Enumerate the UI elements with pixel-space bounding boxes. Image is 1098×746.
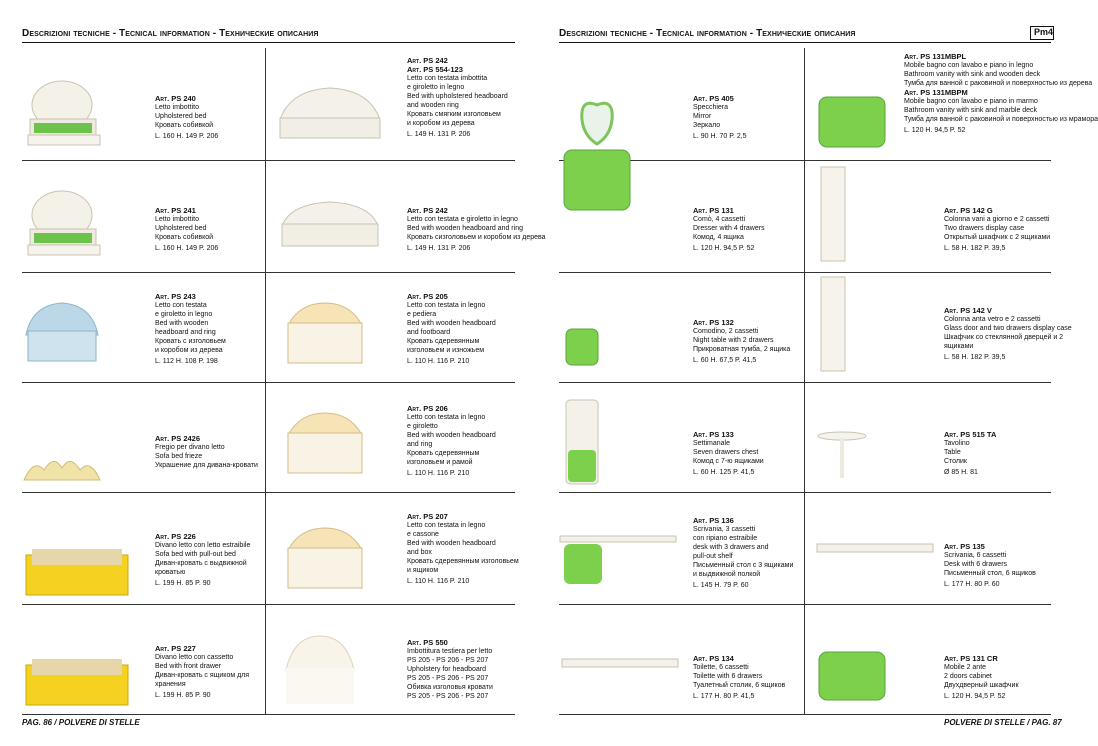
dimensions: L. 177 H. 80 P. 60 (944, 581, 1000, 588)
description-line: Bathroom vanity with sink and wooden deck (904, 71, 1041, 78)
article-code: Art. PS 206 (407, 404, 448, 413)
product-info (407, 56, 508, 139)
seven-drawer-chest-image (562, 398, 602, 488)
description-line: Диван-кровать с выдвижной (155, 560, 247, 567)
description-line: Divano letto con letto estraibile (155, 542, 251, 549)
description-line: Кровать сдеревянным (407, 450, 480, 457)
column-divider (265, 48, 266, 714)
product-info (407, 206, 546, 253)
description-line: and footboard (407, 329, 451, 336)
description-line: Mobile 2 ante (944, 664, 987, 671)
description-line: Кровать с изголовьем (155, 338, 226, 345)
bed-cream-image (280, 405, 370, 485)
product-info (155, 206, 218, 253)
sofa-bed-image (22, 655, 132, 710)
article-code: Art. PS 2426 (155, 434, 201, 443)
article-code: Art. PS 135 (944, 542, 985, 551)
desk-image (815, 540, 935, 595)
article-code: Art. PS 142 V (944, 306, 992, 315)
display-column-image (818, 275, 848, 375)
description-line: и коробом из дерева (407, 120, 475, 127)
description-line: Прикроватная тумба, 2 ящика (693, 346, 791, 353)
article-code: Art. PS 227 (155, 644, 196, 653)
header-rule-left (22, 42, 515, 43)
description-line: Desk with 6 drawers (944, 561, 1008, 568)
article-code: Art. PS 241 (155, 206, 196, 215)
product-info (944, 306, 1072, 362)
description-line: Settimanale (693, 440, 730, 447)
description-line: Bed with wooden (155, 320, 209, 327)
description-line: Открытый шкафчик с 2 ящиками (944, 234, 1051, 241)
article-code: Art. PS 243 (155, 292, 196, 301)
article-code: Art. PS 242 (407, 206, 448, 215)
description-line: Scrivania, 3 cassetti (693, 526, 756, 533)
description-line: Letto con testata in legno (407, 302, 486, 309)
description-line: Mobile bagno con lavabo e piano in marmo (904, 98, 1038, 105)
description-line: хранения (155, 681, 186, 688)
description-line: con ripiano estraibile (693, 535, 758, 542)
product-info (693, 430, 764, 477)
product-info (155, 94, 218, 141)
description-line: Зеркало (693, 122, 721, 129)
dimensions: L. 112 H. 108 P. 198 (155, 358, 218, 365)
row-divider (559, 604, 1051, 605)
product-info (693, 94, 747, 141)
description-line: Fregio per divano letto (155, 444, 225, 451)
description-line: Шкафчик со стеклянной дверцей и 2 (944, 334, 1064, 341)
description-line: изголовьем и изножьем (407, 347, 485, 354)
bed-upholstered-image (22, 185, 102, 265)
article-code: Art. PS 515 TA (944, 430, 997, 439)
article-code: Art. PS 132 (693, 318, 734, 327)
article-code: Art. PS 207 (407, 512, 448, 521)
display-column-image (818, 165, 848, 265)
article-code: Art. PS 131 CR (944, 654, 998, 663)
article-code: Art. PS 226 (155, 532, 196, 541)
description-line: Bed with wooden headboard (407, 432, 496, 439)
row-divider (22, 160, 515, 161)
product-info (693, 318, 790, 365)
footer-right: POLVERE DI STELLE / PAG. 87 (944, 718, 1062, 727)
dimensions: L. 120 H. 94,5 P. 52 (693, 245, 755, 252)
night-table-image (562, 325, 602, 370)
row-divider (559, 382, 1051, 383)
description-line: e giroletto in legno (155, 311, 213, 318)
description-line: Письменный стол с 3 ящиками (693, 562, 794, 569)
description-line: Кровать сизголовьем и коробом из дерева (407, 234, 546, 241)
dimensions: L. 149 H. 131 P. 206 (407, 131, 471, 138)
product-info (155, 434, 258, 470)
description-line: e giroletto (407, 423, 438, 430)
article-code: Art. PS 131MBPM (904, 88, 968, 97)
round-table-image (815, 430, 870, 485)
description-line: Двухдверный шкафчик (944, 682, 1019, 689)
bed-upholstered-headboard-image (270, 80, 390, 150)
article-code: Art. PS 136 (693, 516, 734, 525)
row-divider (22, 382, 515, 383)
description-line: Bed with upholstered headboard (407, 93, 508, 100)
dimensions: L. 60 H. 67,5 P. 41,5 (693, 357, 757, 364)
description-line: Туалетный столик, 6 ящиков (693, 682, 786, 689)
article-code: Art. PS 554-123 (407, 65, 463, 74)
description-line: Night table with 2 drawers (693, 337, 774, 344)
dimensions: L. 110 H. 116 P. 210 (407, 578, 470, 585)
description-line: Toilette with 6 drawers (693, 673, 763, 680)
article-code: Art. PS 405 (693, 94, 734, 103)
description-line: pull-out shelf (693, 553, 733, 560)
description-line: Bed with wooden headboard (407, 540, 496, 547)
description-line: Письменный стол, 6 ящиков (944, 570, 1036, 577)
product-info (407, 404, 496, 478)
description-line: Столик (944, 458, 967, 465)
product-info (904, 52, 1098, 135)
description-line: Table (944, 449, 961, 456)
product-info (944, 206, 1050, 253)
footer-left: PAG. 86 / POLVERE DI STELLE (22, 718, 140, 727)
description-line: Upholstered bed (155, 225, 207, 232)
description-line: Sofa bed with pull-out bed (155, 551, 236, 558)
product-info (155, 292, 226, 366)
description-line: e cassone (407, 531, 439, 538)
column-divider (804, 48, 805, 714)
description-line: Glass door and two drawers display case (944, 325, 1072, 332)
description-line: PS 205 - PS 206 - PS 207 (407, 693, 489, 700)
row-divider (22, 604, 515, 605)
product-info (407, 292, 496, 366)
product-info (693, 206, 765, 253)
row-divider (22, 492, 515, 493)
dimensions: L. 177 H. 80 P. 41,5 (693, 693, 755, 700)
description-line: Imbottitura testiera per letto (407, 648, 493, 655)
description-line: Mobile bagno con lavabo e piano in legno (904, 62, 1034, 69)
headboard-upholstery-image (280, 630, 360, 710)
description-line: Colonna anta vetro e 2 cassetti (944, 316, 1041, 323)
description-line: и ящиком (407, 567, 439, 574)
description-line: e pediera (407, 311, 437, 318)
dimensions: L. 120 H. 94,5 P. 52 (944, 693, 1006, 700)
product-info (944, 430, 996, 477)
description-line: Letto imbottito (155, 216, 199, 223)
description-line: Bed with front drawer (155, 663, 222, 670)
description-line: Tavolino (944, 440, 970, 447)
description-line: Scrivania, 6 cassetti (944, 552, 1007, 559)
product-info (155, 644, 249, 700)
row-divider (559, 492, 1051, 493)
row-divider (559, 714, 1051, 715)
description-line: Тумба для ванной с раковиной и поверхностью из дерева (904, 80, 1093, 87)
toilette-image (560, 655, 680, 710)
cabinet-image (815, 650, 890, 705)
article-code: Art. PS 205 (407, 292, 448, 301)
description-line: Dresser with 4 drawers (693, 225, 765, 232)
description-line: e giroletto in legno (407, 84, 465, 91)
product-info (693, 516, 793, 590)
header-rule-right (559, 42, 1051, 43)
dimensions: L. 145 H. 79 P. 60 (693, 582, 749, 589)
bed-box-image (280, 520, 370, 600)
description-line: Upholstery for headboard (407, 666, 486, 673)
description-line: Кровать смягким изголовьем (407, 111, 501, 118)
description-line: Обивка изголовья кровати (407, 684, 493, 691)
desk-image (558, 530, 678, 600)
dimensions: L. 58 H. 182 P. 39,5 (944, 354, 1006, 361)
dimensions: L. 58 H. 182 P. 39,5 (944, 245, 1006, 252)
brand-logo: Pm4 (1030, 26, 1054, 40)
description-line: Комод с 7-ю ящиками (693, 458, 764, 465)
description-line: Letto con testata in legno (407, 522, 486, 529)
bed-blue-image (22, 295, 102, 375)
article-code: Art. PS 131MBPL (904, 52, 967, 61)
row-divider (22, 714, 515, 715)
product-info (944, 654, 1019, 701)
description-line: Specchiera (693, 104, 729, 111)
description-line: Sofa bed frieze (155, 453, 203, 460)
description-line: Bed with wooden headboard and ring (407, 225, 523, 232)
dimensions: Ø 85 H. 81 (944, 469, 978, 476)
description-line: Divano letto con cassetto (155, 654, 234, 661)
description-line: Letto con testata in legno (407, 414, 486, 421)
description-line: PS 205 - PS 206 - PS 207 (407, 657, 489, 664)
dimensions: L. 160 H. 149 P. 206 (155, 245, 219, 252)
description-line: Комод, 4 ящика (693, 234, 744, 241)
dimensions: L. 110 H. 116 P. 210 (407, 470, 470, 477)
dimensions: L. 199 H. 85 P. 90 (155, 692, 211, 699)
description-line: PS 205 - PS 206 - PS 207 (407, 675, 489, 682)
product-info (693, 654, 785, 701)
description-line: Colonna vani a giorno e 2 cassetti (944, 216, 1050, 223)
description-line: Bathroom vanity with sink and marble deck (904, 107, 1038, 114)
bed-upholstered-image (22, 75, 102, 155)
description-line: Letto imbottito (155, 104, 199, 111)
description-line: Letto con testata imbottita (407, 75, 488, 82)
description-line: Upholstered bed (155, 113, 207, 120)
description-line: Диван-кровать с ящиком для (155, 672, 250, 679)
product-info (407, 638, 493, 701)
dimensions: L. 90 H. 70 P. 2,5 (693, 133, 747, 140)
description-line: Кровать сдеревянным изголовьем (407, 558, 519, 565)
article-code: Art. PS 550 (407, 638, 448, 647)
description-line: 2 doors cabinet (944, 673, 992, 680)
description-line: headboard and ring (155, 329, 216, 336)
description-line: and box (407, 549, 432, 556)
sofa-bed-image (22, 545, 132, 600)
description-line: Тумба для ванной с раковиной и поверхностью из мрамора (904, 116, 1098, 123)
description-line: Seven drawers chest (693, 449, 759, 456)
row-divider (22, 272, 515, 273)
description-line: и выдвижной полкой (693, 571, 761, 578)
description-line: desk with 3 drawers and (693, 544, 769, 551)
dimensions: L. 149 H. 131 P. 206 (407, 245, 471, 252)
description-line: Letto con testata e giroletto in legno (407, 216, 518, 223)
description-line: Letto con testata (155, 302, 207, 309)
description-line: ящиками (944, 343, 974, 350)
description-line: кроватью (155, 569, 186, 576)
description-line: Comodino, 2 cassetti (693, 328, 759, 335)
dimensions: L. 160 H. 149 P. 206 (155, 133, 219, 140)
product-info (407, 512, 519, 586)
dimensions: L. 199 H. 85 P. 90 (155, 580, 211, 587)
description-line: and ring (407, 441, 433, 448)
page-header-left: Descrizioni tecniche - Tecnical information - Технические описания (22, 28, 319, 39)
dimensions: L. 110 H. 116 P. 210 (407, 358, 470, 365)
description-line: изголовьем и рамой (407, 459, 473, 466)
sofa-frieze-image (22, 450, 102, 490)
description-line: Two drawers display case (944, 225, 1025, 232)
description-line: Кровать собивкой (155, 122, 214, 129)
dimensions: L. 120 H. 94,5 P. 52 (904, 127, 966, 134)
page-header-right: Descrizioni tecniche - Tecnical information - Технические описания (559, 28, 856, 39)
description-line: Bed with wooden headboard (407, 320, 496, 327)
description-line: Comò, 4 cassetti (693, 216, 746, 223)
article-code: Art. PS 240 (155, 94, 196, 103)
bed-wooden-image (270, 190, 390, 260)
row-divider (559, 272, 1051, 273)
bathroom-vanity-image (815, 85, 890, 155)
description-line: и коробом из дерева (155, 347, 223, 354)
description-line: and wooden ring (407, 102, 459, 109)
article-code: Art. PS 242 (407, 56, 448, 65)
dimensions: L. 60 H. 125 P. 41,5 (693, 469, 755, 476)
description-line: Кровать собивкой (155, 234, 214, 241)
bed-cream-image (280, 295, 370, 375)
product-info (944, 542, 1036, 589)
description-line: Украшение для дивана-кровати (155, 462, 258, 469)
description-line: Toilette, 6 cassetti (693, 664, 749, 671)
article-code: Art. PS 131 (693, 206, 734, 215)
dresser-mirror-image (560, 100, 635, 230)
description-line: Кровать сдеревянным (407, 338, 480, 345)
product-info (155, 532, 250, 588)
article-code: Art. PS 142 G (944, 206, 993, 215)
article-code: Art. PS 134 (693, 654, 734, 663)
description-line: Mirror (693, 113, 712, 120)
article-code: Art. PS 133 (693, 430, 734, 439)
